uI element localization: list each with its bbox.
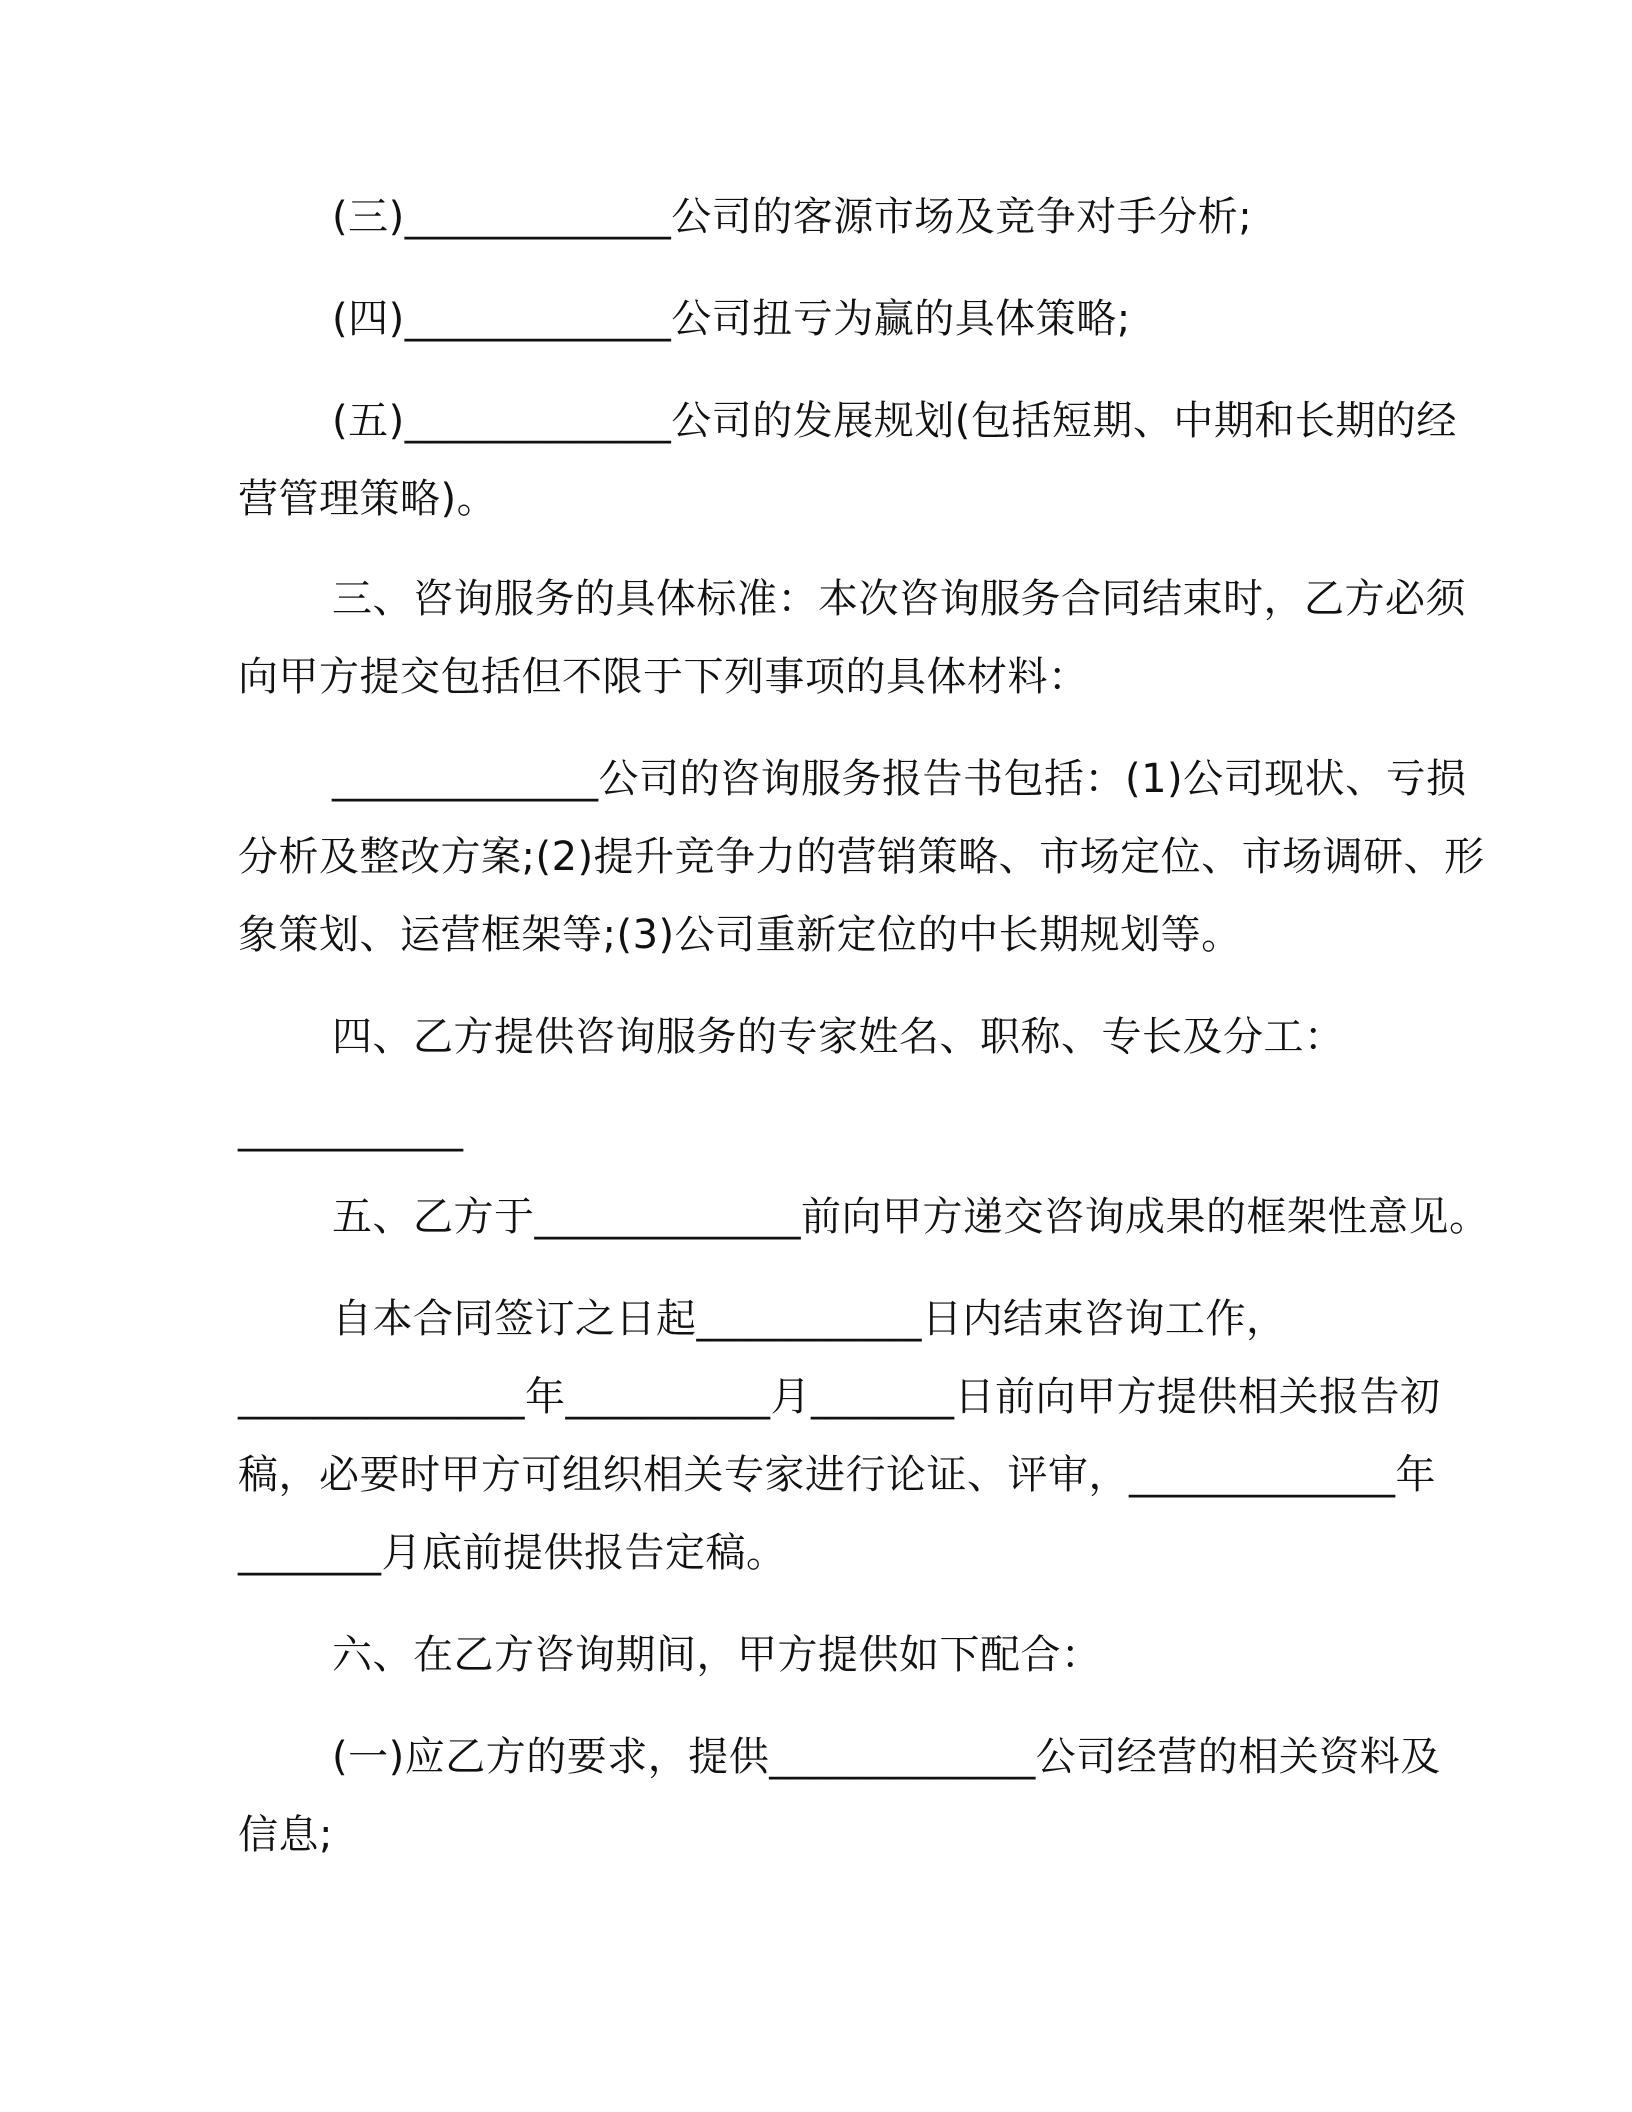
report-line-2: 分析及整改方案;(2)提升竞争力的营销策略、市场定位、市场调研、形 (238, 834, 1485, 880)
timeline-line-3: 稿，必要时甲方可组织相关专家进行论证、评审，_____________年 (238, 1452, 1436, 1498)
section-4-line: 四、乙方提供咨询服务的专家姓名、职称、专长及分工： (332, 1014, 1345, 1060)
cooperation-1-line-2: 信息; (238, 1812, 333, 1858)
clause-5-line-1: (五)_____________公司的发展规划(包括短期、中期和长期的经 (332, 398, 1457, 444)
clause-3-line: (三)_____________公司的客源市场及竞争对手分析; (332, 194, 1253, 240)
timeline-line-2: ______________年__________月_______日前向甲方提供相关报告初 (238, 1374, 1441, 1420)
timeline-line-4: _______月底前提供报告定稿。 (238, 1530, 787, 1576)
clause-5-line-2: 营管理策略)。 (238, 476, 498, 522)
experts-blank: ___________ (238, 1106, 464, 1152)
cooperation-1-line-1: (一)应乙方的要求，提供_____________公司经营的相关资料及 (332, 1734, 1441, 1780)
clause-4-line: (四)_____________公司扭亏为赢的具体策略; (332, 296, 1131, 342)
section-3-line-1: 三、咨询服务的具体标准：本次咨询服务合同结束时，乙方必须 (332, 576, 1466, 622)
report-line-1: _____________公司的咨询服务报告书包括：(1)公司现状、亏损 (332, 756, 1467, 802)
section-6-line: 六、在乙方咨询期间，甲方提供如下配合： (332, 1632, 1102, 1678)
report-line-3: 象策划、运营框架等;(3)公司重新定位的中长期规划等。 (238, 912, 1242, 958)
section-3-line-2: 向甲方提交包括但不限于下列事项的具体材料： (238, 654, 1089, 700)
timeline-line-1: 自本合同签订之日起___________日内结束咨询工作， (332, 1296, 1287, 1342)
section-5-line: 五、乙方于_____________前向甲方递交咨询成果的框架性意见。 (332, 1194, 1490, 1240)
